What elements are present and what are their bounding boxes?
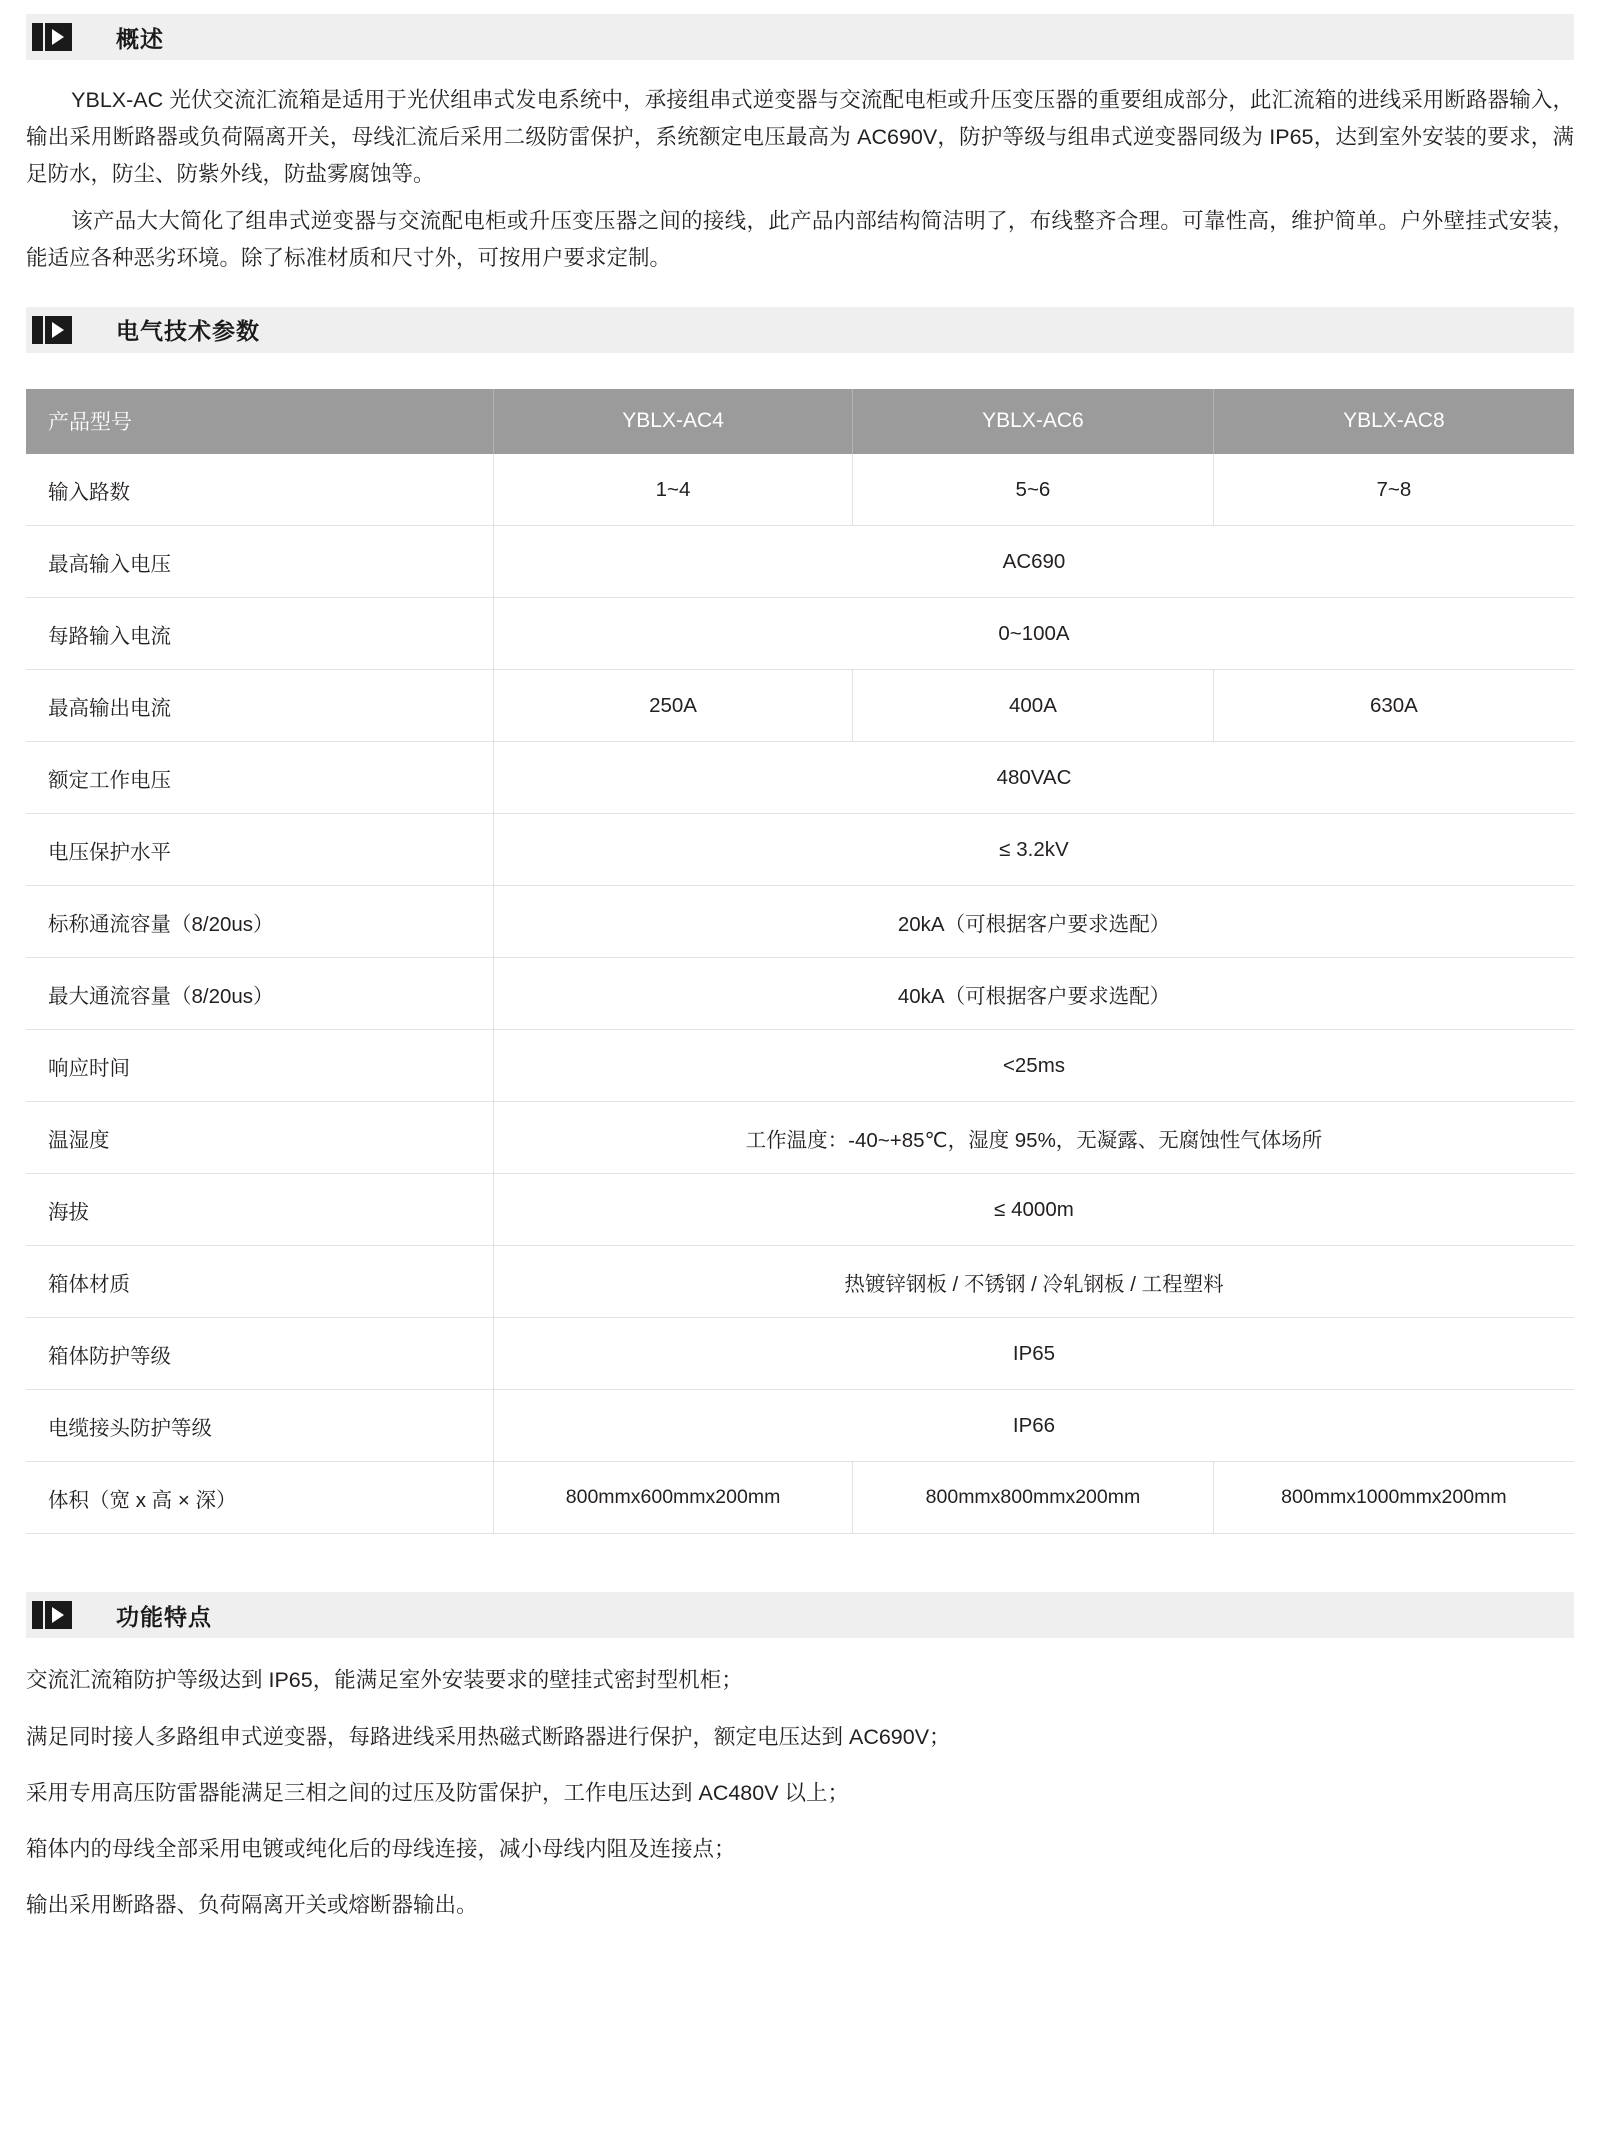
table-row xyxy=(26,526,1574,598)
row-value-merged: <25ms xyxy=(493,1030,1574,1102)
section-header-features xyxy=(26,1592,1574,1638)
row-value-merged: IP66 xyxy=(493,1390,1574,1462)
table-header-row xyxy=(26,389,1574,454)
section-title-electrical: 电气技术参数 xyxy=(116,318,260,345)
row-value-merged: 工作温度：-40~+85℃，湿度 95%，无凝露、无腐蚀性气体场所 xyxy=(493,1102,1574,1174)
row-value-merged: ≤ 4000m xyxy=(493,1174,1574,1246)
row-label: 箱体防护等级 xyxy=(26,1318,493,1390)
spec-table-body xyxy=(26,454,1574,1534)
play-triangle-icon xyxy=(26,14,78,60)
row-label: 体积（宽 x 高 × 深） xyxy=(26,1462,493,1534)
section-header-overview xyxy=(26,14,1574,60)
row-label: 标称通流容量（8/20us） xyxy=(26,886,493,958)
document-page xyxy=(0,14,1600,1962)
table-row xyxy=(26,1390,1574,1462)
row-value-merged: IP65 xyxy=(493,1318,1574,1390)
table-row xyxy=(26,598,1574,670)
row-label: 海拔 xyxy=(26,1174,493,1246)
table-row xyxy=(26,1174,1574,1246)
play-triangle-icon xyxy=(26,1592,78,1638)
spec-table xyxy=(26,389,1574,1535)
page-content xyxy=(26,14,1574,1922)
table-row xyxy=(26,1246,1574,1318)
row-value-merged: 40kA（可根据客户要求选配） xyxy=(493,958,1574,1030)
row-value-merged: 480VAC xyxy=(493,742,1574,814)
row-value: 7~8 xyxy=(1213,454,1574,526)
row-label: 电压保护水平 xyxy=(26,814,493,886)
table-row xyxy=(26,814,1574,886)
row-value-merged: 热镀锌钢板 / 不锈钢 / 冷轧钢板 / 工程塑料 xyxy=(493,1246,1574,1318)
row-value-merged: AC690 xyxy=(493,526,1574,598)
table-row xyxy=(26,670,1574,742)
spec-table-head xyxy=(26,389,1574,454)
column-header-label: 产品型号 xyxy=(26,389,493,454)
row-value: 630A xyxy=(1213,670,1574,742)
feature-item: 满足同时接人多路组申式逆变器，每路进线采用热磁式断路器进行保护，额定电压达到 AC690V； xyxy=(26,1724,951,1749)
section-title-overview: 概述 xyxy=(116,25,164,52)
spec-table-wrapper xyxy=(26,389,1574,1535)
row-value: 800mmx800mmx200mm xyxy=(853,1462,1214,1534)
section-header-electrical xyxy=(26,307,1574,353)
column-header-model-2: YBLX-AC6 xyxy=(853,389,1214,454)
row-value: 250A xyxy=(493,670,852,742)
row-label: 电缆接头防护等级 xyxy=(26,1390,493,1462)
overview-paragraph-1: YBLX-AC 光伏交流汇流箱是适用于光伏组串式发电系统中，承接组串式逆变器与交流配电柜或升压变压器的重要组成部分，此汇流箱的进线采用断路器输入，输出采用断路器或负荷隔离开关，母线汇流后采用二级防雷保护，系统额定电压最高为 AC690V，防护等级与组串式逆变器同级为 IP65，达到室外安装的要求，满足防水，防尘、防紫外线，防盐雾腐蚀等。 xyxy=(26,88,1574,186)
column-header-model-3: YBLX-AC8 xyxy=(1213,389,1574,454)
row-label: 响应时间 xyxy=(26,1030,493,1102)
row-value: 1~4 xyxy=(493,454,852,526)
column-header-model-1: YBLX-AC4 xyxy=(493,389,852,454)
table-row xyxy=(26,1030,1574,1102)
table-row xyxy=(26,742,1574,814)
section-title-features: 功能特点 xyxy=(116,1603,212,1630)
feature-item: 交流汇流箱防护等级达到 IP65，能满足室外安装要求的壁挂式密封型机柜； xyxy=(26,1668,743,1693)
table-row xyxy=(26,958,1574,1030)
table-row xyxy=(26,454,1574,526)
table-row xyxy=(26,886,1574,958)
features-body xyxy=(26,1638,1574,1921)
row-value: 800mmx600mmx200mm xyxy=(493,1462,852,1534)
row-value-merged: ≤ 3.2kV xyxy=(493,814,1574,886)
overview-body xyxy=(26,60,1574,293)
row-value: 400A xyxy=(853,670,1214,742)
play-triangle-icon xyxy=(26,307,78,353)
row-label: 最高输出电流 xyxy=(26,670,493,742)
row-label: 最大通流容量（8/20us） xyxy=(26,958,493,1030)
row-value-merged: 20kA（可根据客户要求选配） xyxy=(493,886,1574,958)
row-value: 5~6 xyxy=(853,454,1214,526)
feature-item: 输出采用断路器、负荷隔离开关或熔断器输出。 xyxy=(26,1893,478,1918)
table-row xyxy=(26,1102,1574,1174)
row-label: 最高输入电压 xyxy=(26,526,493,598)
row-label: 每路输入电流 xyxy=(26,598,493,670)
row-label: 温湿度 xyxy=(26,1102,493,1174)
feature-item: 采用专用高压防雷器能满足三相之间的过压及防雷保护，工作电压达到 AC480V 以上； xyxy=(26,1780,850,1805)
table-row xyxy=(26,1318,1574,1390)
table-row xyxy=(26,1462,1574,1534)
feature-item: 箱体内的母线全部采用电镀或纯化后的母线连接，减小母线内阻及连接点； xyxy=(26,1837,736,1862)
row-value-merged: 0~100A xyxy=(493,598,1574,670)
row-label: 输入路数 xyxy=(26,454,493,526)
row-value: 800mmx1000mmx200mm xyxy=(1213,1462,1574,1534)
row-label: 箱体材质 xyxy=(26,1246,493,1318)
overview-paragraph-2: 该产品大大简化了组串式逆变器与交流配电柜或升压变压器之间的接线，此产品内部结构简洁明了，布线整齐合理。可靠性高，维护简单。户外壁挂式安装，能适应各种恶劣环境。除了标准材质和尺寸外，可按用户要求定制。 xyxy=(26,208,1574,270)
row-label: 额定工作电压 xyxy=(26,742,493,814)
